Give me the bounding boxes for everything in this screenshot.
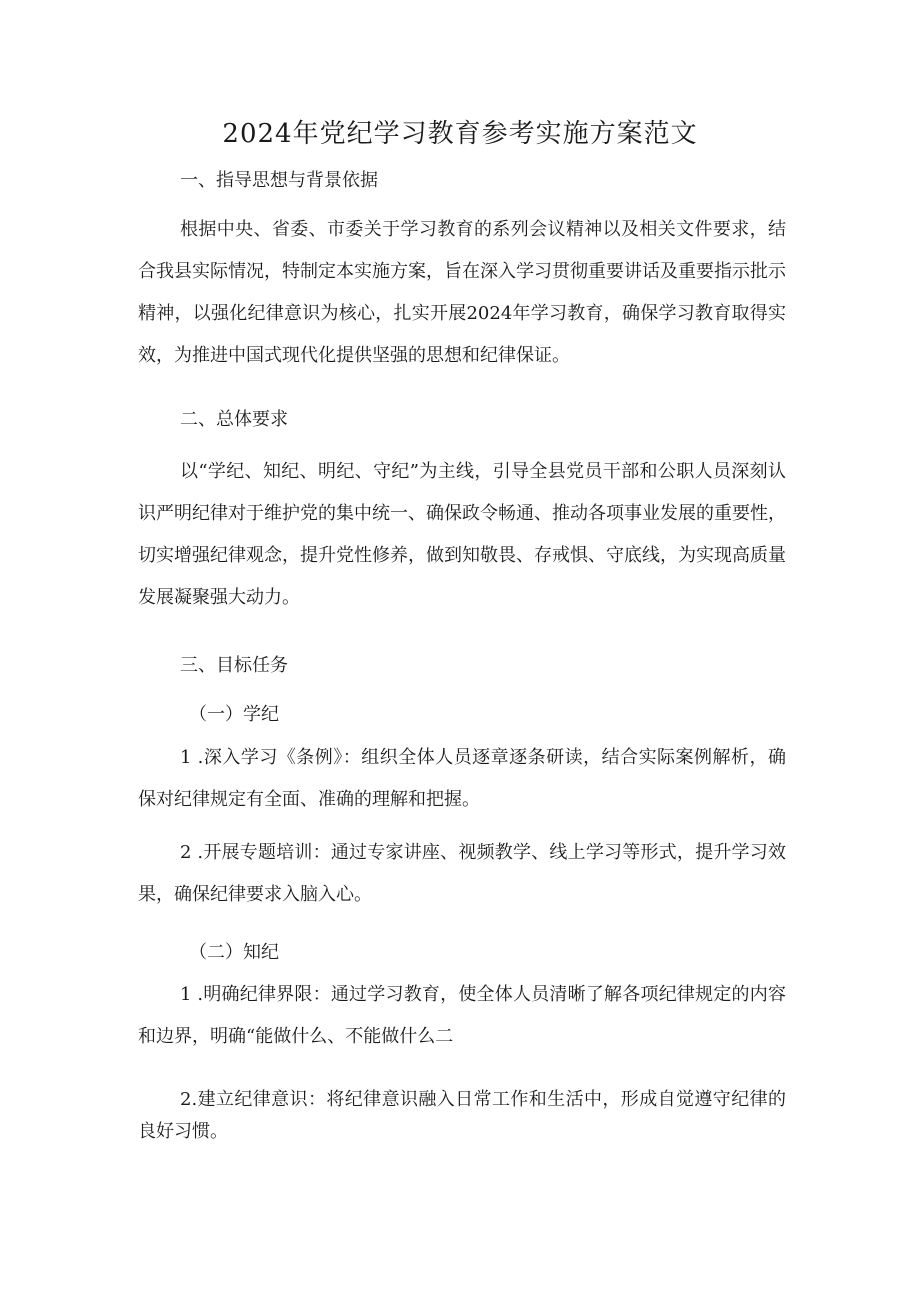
subsection-2-heading: （二）知纪: [189, 942, 279, 963]
subsection-1-heading: （一）学纪: [189, 704, 279, 725]
document-title: 2024年党纪学习教育参考实施方案范文: [222, 119, 698, 149]
subsection-1-item-2: 2 .开展专题培训：通过专家讲座、视频教学、线上学习等形式，提升学习效果，确保纪律要求入脑入心。: [138, 842, 786, 905]
section-1-paragraph: 根据中央、省委、市委关于学习教育的系列会议精神以及相关文件要求，结合我县实际情况，特制定本实施方案，旨在深入学习贯彻重要讲话及重要指示批示精神，以强化纪律意识为核心，扎实开展2024年学习教育，确保学习教育取得实效，为推进中国式现代化提供坚强的思想和纪律保证。: [138, 219, 786, 366]
section-3-heading: 三、目标任务: [180, 655, 288, 676]
subsection-2-item-1: 1 .明确纪律界限：通过学习教育，使全体人员清晰了解各项纪律规定的内容和边界，明确“能做什么、不能做什么二: [138, 984, 786, 1047]
subsection-2-item-2: 2.建立纪律意识：将纪律意识融入日常工作和生活中，形成自觉遵守纪律的良好习惯。: [138, 1089, 786, 1142]
section-2-paragraph: 以“学纪、知纪、明纪、守纪”为主线，引导全县党员干部和公职人员深刻认识严明纪律对于维护党的集中统一、确保政令畅通、推动各项事业发展的重要性，切实增强纪律观念，提升党性修养，做到知敬畏、存戒惧、守底线，为实现高质量发展凝聚强大动力。: [138, 461, 786, 608]
subsection-1-item-1: 1 .深入学习《条例》：组织全体人员逐章逐条研读，结合实际案例解析，确保对纪律规定有全面、准确的理解和把握。: [138, 747, 786, 810]
section-2-heading: 二、总体要求: [180, 409, 288, 430]
section-1-heading: 一、指导思想与背景依据: [180, 170, 378, 191]
